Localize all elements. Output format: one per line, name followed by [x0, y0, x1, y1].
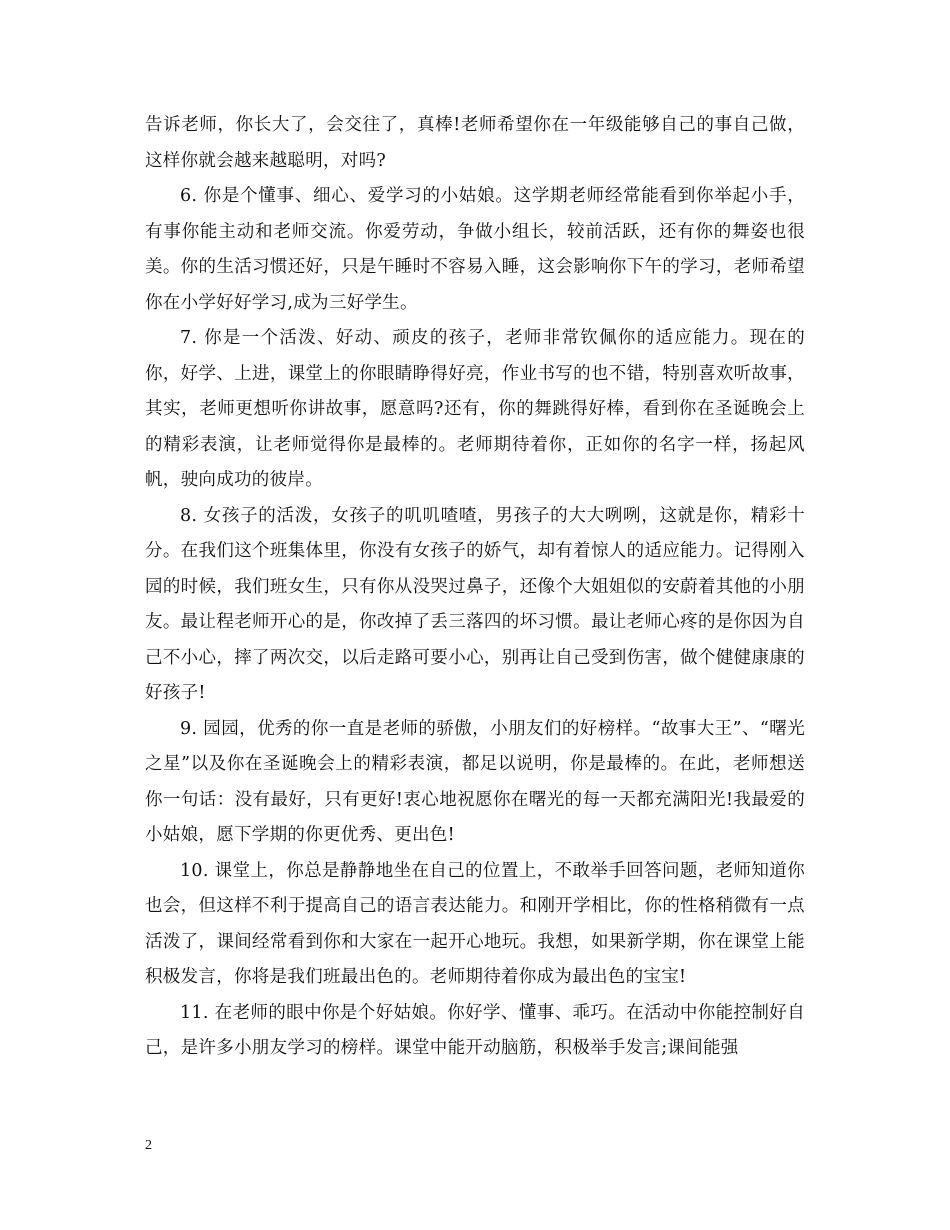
page-number: 2 [145, 1138, 152, 1153]
paragraph-item-9: 9. 园园，优秀的你一直是老师的骄傲，小朋友们的好榜样。“故事大王”、“曙光之星”以及你在圣诞晚会上的精彩表演，都足以说明，你是最棒的。在此，老师想送你一句话：没有最好，只有更好!衷心地祝愿你在曙光的每一天都充满阳光!我最爱的小姑娘，愿下学期的你更优秀、更出色! [145, 718, 805, 845]
paragraph-item-7: 7. 你是一个活泼、好动、顽皮的孩子，老师非常钦佩你的适应能力。现在的你，好学、上进，课堂上的你眼睛睁得好亮，作业书写的也不错，特别喜欢听故事，其实，老师更想听你讲故事，愿意吗?还有，你的舞跳得好棒，看到你在圣诞晚会上的精彩表演，让老师觉得你是最棒的。老师期待着你，正如你的名字一样，扬起风帆，驶向成功的彼岸。 [145, 328, 805, 490]
paragraph-continuation: 告诉老师，你长大了，会交往了，真棒!老师希望你在一年级能够自己的事自己做，这样你就会越来越聪明，对吗? [145, 115, 805, 171]
paragraph-item-6: 6. 你是个懂事、细心、爱学习的小姑娘。这学期老师经常能看到你举起小手，有事你能主动和老师交流。你爱劳动，争做小组长，较前活跃，还有你的舞姿也很美。你的生活习惯还好，只是午睡时不容易入睡，这会影响你下午的学习，老师希望你在小学好好学习,成为三好学生。 [145, 186, 805, 313]
paragraph-item-10: 10. 课堂上，你总是静静地坐在自己的位置上，不敢举手回答问题，老师知道你也会，但这样不利于提高自己的语言表达能力。和刚开学相比，你的性格稍微有一点活泼了，课间经常看到你和大家在一起开心地玩。我想，如果新学期，你在课堂上能积极发言，你将是我们班最出色的。老师期待着你成为最出色的宝宝! [145, 860, 805, 987]
document-body [145, 108, 805, 1067]
paragraph-item-11: 11. 在老师的眼中你是个好姑娘。你好学、懂事、乖巧。在活动中你能控制好自己，是许多小朋友学习的榜样。课堂中能开动脑筋，积极举手发言;课间能强 [145, 1002, 805, 1058]
paragraph-item-8: 8. 女孩子的活泼，女孩子的叽叽喳喳，男孩子的大大咧咧，这就是你，精彩十分。在我们这个班集体里，你没有女孩子的娇气，却有着惊人的适应能力。记得刚入园的时候，我们班女生，只有你从没哭过鼻子，还像个大姐姐似的安蔚着其他的小朋友。最让程老师开心的是，你改掉了丢三落四的坏习惯。最让老师心疼的是你因为自己不小心，摔了两次交，以后走路可要小心，别再让自己受到伤害，做个健健康康的好孩子! [145, 505, 805, 703]
